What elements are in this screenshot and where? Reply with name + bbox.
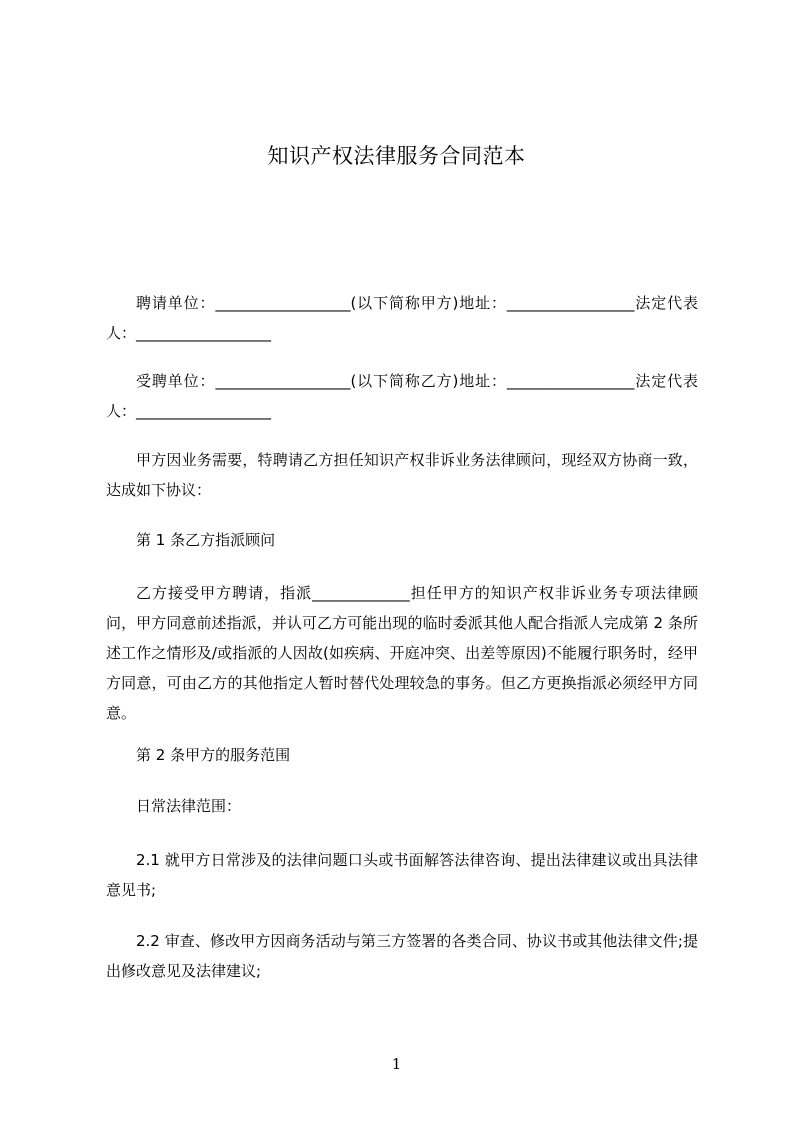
paragraph-daily-legal-scope: 日常法律范围： bbox=[136, 797, 242, 815]
page-number: 1 bbox=[391, 1055, 402, 1073]
paragraph-article-1-body: 乙方接受甲方聘请，指派_____________担任甲方的知识产权非诉业务专项法律顾问，甲方同意前述指派，并认可乙方可能出现的临时委派其他人配合指派人完成第 2 条所述工作之情形及/或指派的人因故(如疾病、开庭冲突、出差等原因)不能履行职务时，经甲方同意，可由乙方的其他指定人暂时替代处理较急的事务。但乙方更换指派必须经甲方同意。 bbox=[106, 584, 698, 722]
section-heading-article-1: 第 1 条乙方指派顾问 bbox=[136, 531, 276, 549]
paragraph-employee-info: 受聘单位：__________________(以下简称乙方)地址：_________________法定代表人：__________________ bbox=[106, 372, 698, 420]
document-title: 知识产权法律服务合同范本 bbox=[267, 144, 526, 168]
paragraph-agreement-intro: 甲方因业务需要，特聘请乙方担任知识产权非诉业务法律顾问，现经双方协商一致，达成如下协议： bbox=[106, 451, 698, 499]
paragraph-employer-info: 聘请单位：__________________(以下简称甲方)地址：_________________法定代表人：__________________ bbox=[106, 294, 698, 342]
paragraph-clause-2-2: 2.2 审查、修改甲方因商务活动与第三方签署的各类合同、协议书或其他法律文件;提出修改意见及法律建议; bbox=[106, 932, 698, 980]
section-heading-article-2: 第 2 条甲方的服务范围 bbox=[136, 746, 291, 764]
paragraph-clause-2-1: 2.1 就甲方日常涉及的法律问题口头或书面解答法律咨询、提出法律建议或出具法律意见书; bbox=[106, 851, 698, 899]
